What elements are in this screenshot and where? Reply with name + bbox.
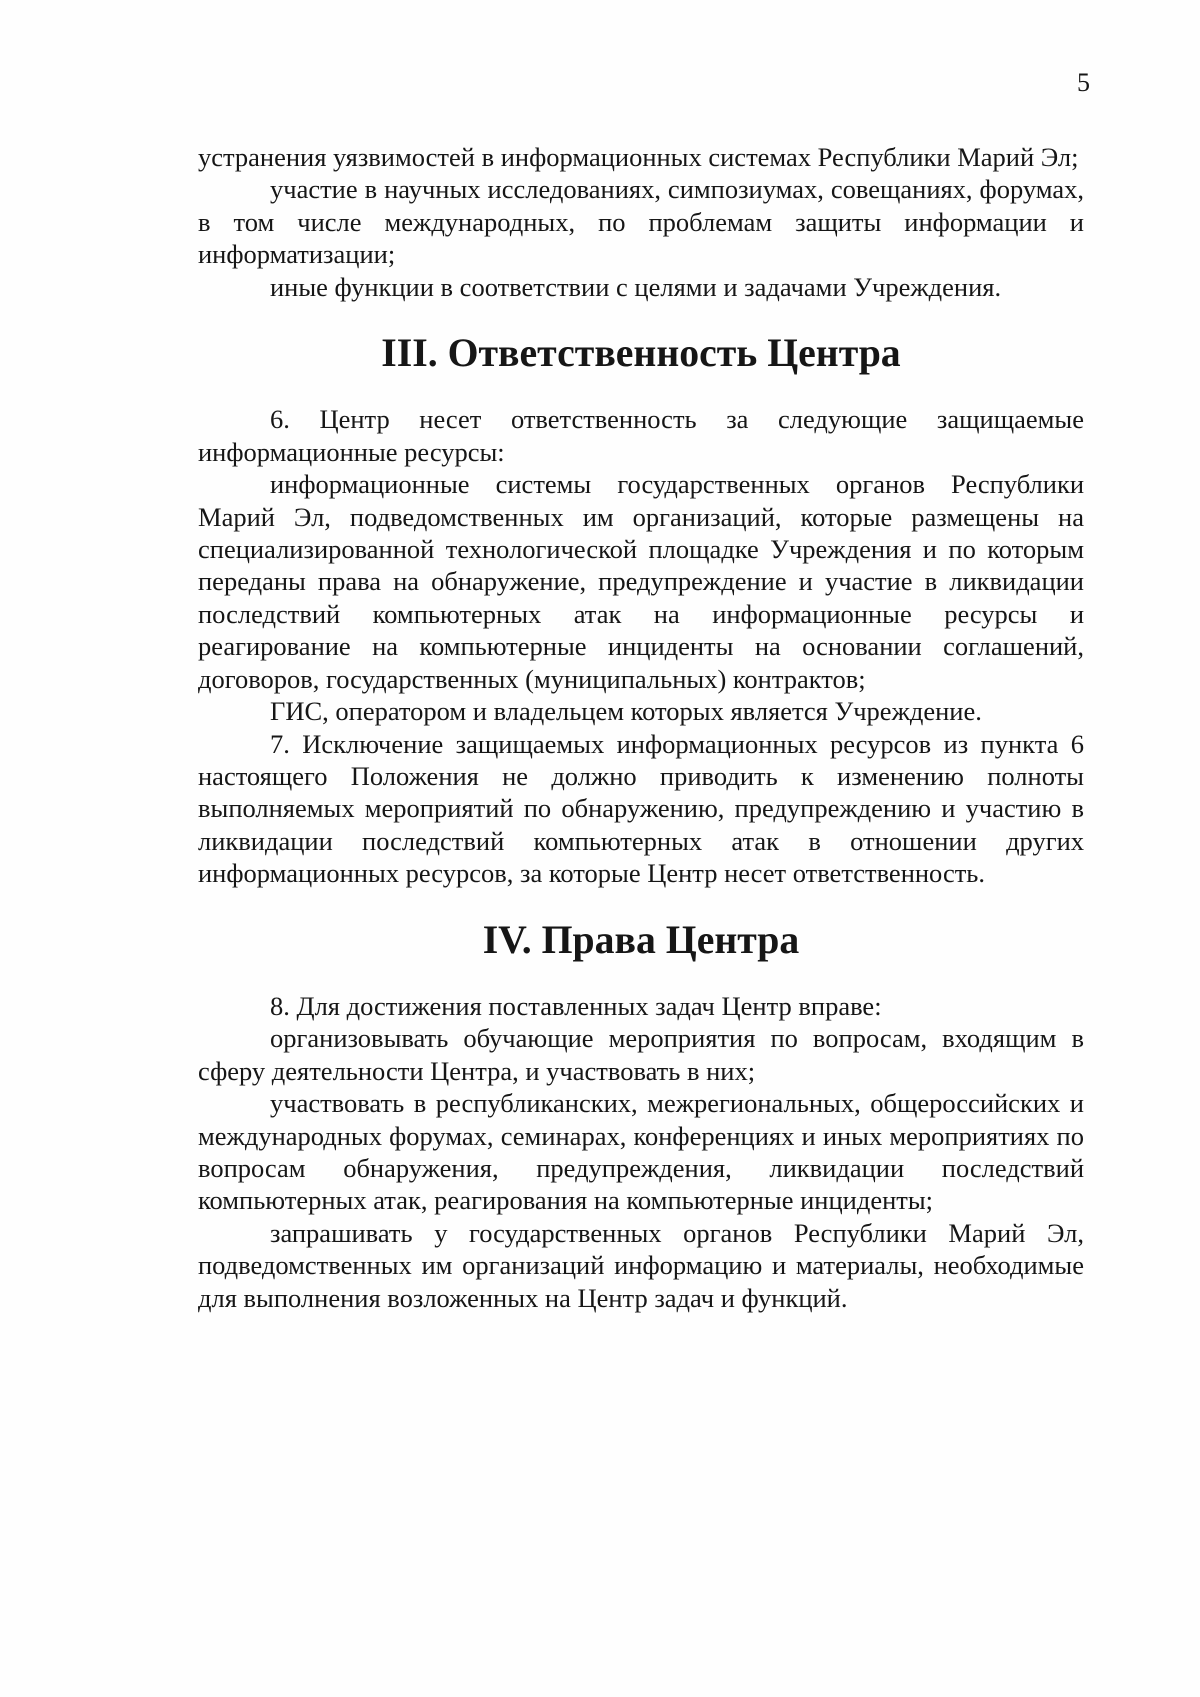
paragraph: иные функции в соответствии с целями и задачами Учреждения. bbox=[270, 271, 1002, 302]
paragraph: организовывать обучающие мероприятия по вопросам, входящим в сферу деятельности Центра, и участвовать в них; bbox=[198, 1023, 1084, 1086]
document-body bbox=[198, 141, 1084, 1314]
paragraph: 6. Центр несет ответственность за следующие защищаемые информационные ресурсы: bbox=[198, 404, 1084, 467]
paragraph: устранения уязвимостей в информационных системах Республики Марий Эл; bbox=[198, 142, 1079, 172]
paragraph: запрашивать у государственных органов Республики Марий Эл, подведомственных им организаций информацию и материалы, необходимые для выполнения возложенных на Центр задач и функций. bbox=[198, 1217, 1084, 1313]
section-heading: IV. Права Центра bbox=[482, 917, 800, 962]
paragraph: 8. Для достижения поставленных задач Центр вправе: bbox=[270, 990, 882, 1021]
page-number: 5 bbox=[1077, 68, 1090, 97]
paragraph: 7. Исключение защищаемых информационных ресурсов из пункта 6 настоящего Положения не должно приводить к изменению полноты выполняемых мероприятий по обнаружению, предупреждению и участию в ликвидации последствий компьютерных атак в отношении других информационных ресурсов, за которые Центр несет ответственность. bbox=[198, 728, 1084, 889]
paragraph: информационные системы государственных органов Республики Марий Эл, подведомственных им организаций, которые размещены на специализированной технологической площадке Учреждения и по которым переданы права на обнаружение, предупреждение и участие в ликвидации последствий компьютерных атак на информационные ресурсы и реагирование на компьютерные инциденты на основании соглашений, договоров, государственных (муниципальных) контрактов; bbox=[198, 469, 1084, 694]
paragraph: участие в научных исследованиях, симпозиумах, совещаниях, форумах, в том числе международных, по проблемам защиты информации и информатизации; bbox=[198, 174, 1084, 270]
section-heading: III. Ответственность Центра bbox=[381, 331, 901, 376]
paragraph: ГИС, оператором и владельцем которых является Учреждение. bbox=[270, 696, 982, 727]
paragraph: участвовать в республиканских, межрегиональных, общероссийских и международных форумах, семинарах, конференциях и иных мероприятиях по вопросам обнаружения, предупреждения, ликвидации последствий компьютерных атак, реагирования на компьютерные инциденты; bbox=[198, 1088, 1084, 1216]
